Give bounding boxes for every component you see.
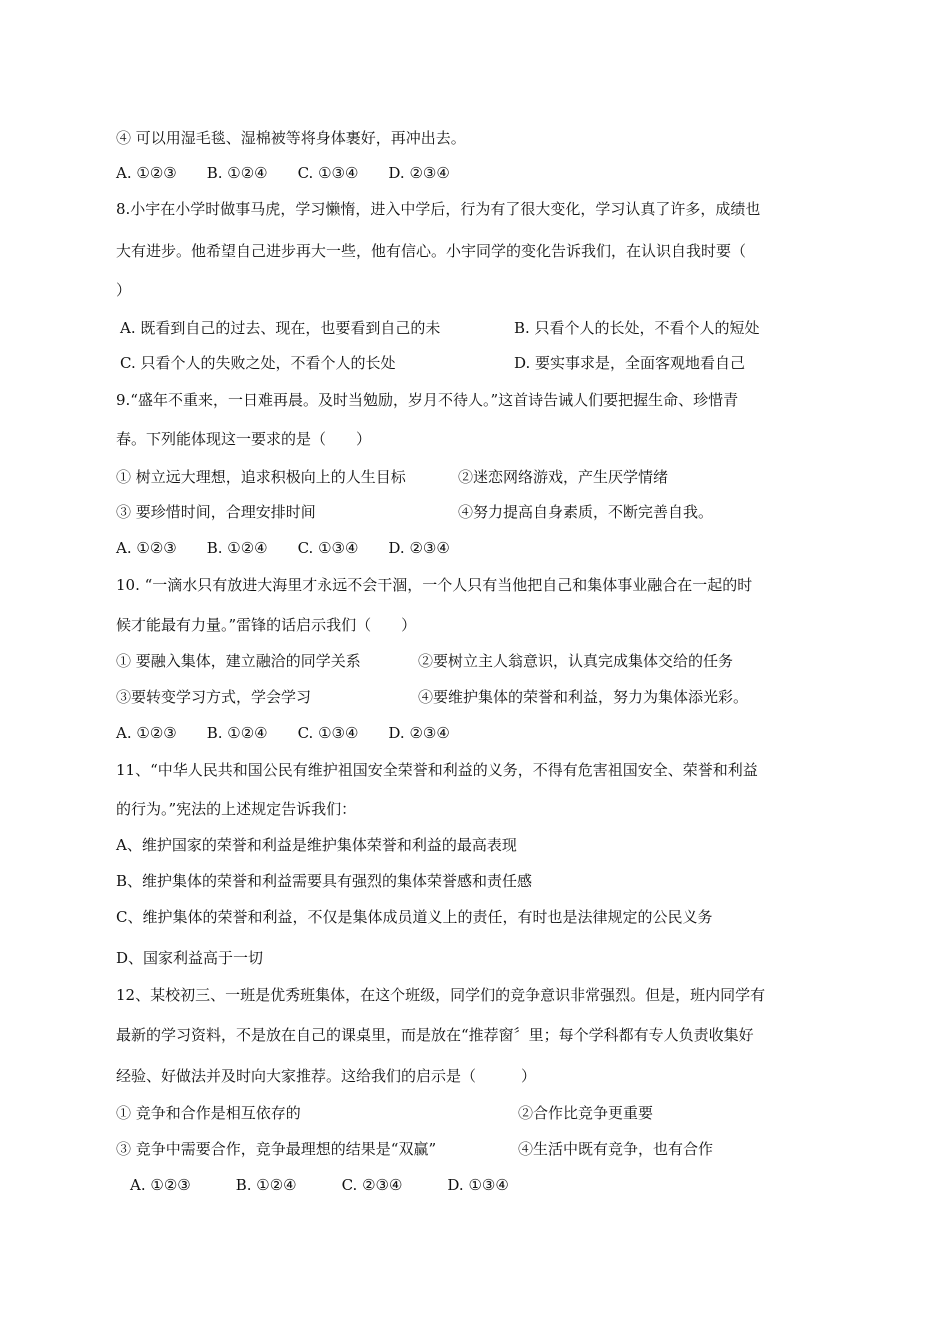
- q10-item-4: ④要维护集体的荣誉和利益，努力为集体添光彩。: [418, 688, 749, 706]
- q10-options: A. ①②③ B. ①②④ C. ①③④ D. ②③④: [116, 724, 450, 742]
- q11-option-c: C、维护集体的荣誉和利益，不仅是集体成员道义上的责任，有时也是法律规定的公民义务: [116, 908, 713, 926]
- q8-option-c: C. 只看个人的失败之处，不看个人的长处: [120, 354, 396, 372]
- q12-options: A. ①②③ B. ①②④ C. ②③④ D. ①③④: [130, 1176, 509, 1194]
- q11-option-d: D、国家利益高于一切: [116, 949, 264, 967]
- q9-options: A. ①②③ B. ①②④ C. ①③④ D. ②③④: [116, 539, 450, 557]
- q8-stem-line-3: ）: [116, 281, 132, 299]
- q12-stem-line-2: 最新的学习资料，不是放在自己的课桌里，而是放在“推荐窗〞里；每个学科都有专人负责收集好: [116, 1026, 754, 1044]
- q7-item-4: ④ 可以用湿毛毯、湿棉被等将身体裹好，再冲出去。: [116, 129, 466, 147]
- q8-stem-line-1: 8.小宇在小学时做事马虎，学习懒惰，进入中学后，行为有了很大变化，学习认真了许多，成绩也: [116, 200, 761, 218]
- q8-stem-line-2: 大有进步。他希望自己进步再大一些，他有信心。小宇同学的变化告诉我们，在认识自我时要（: [116, 242, 747, 260]
- q12-item-4: ④生活中既有竞争，也有合作: [518, 1140, 714, 1158]
- q8-option-d: D. 要实事求是，全面客观地看自己: [514, 354, 746, 372]
- q9-item-2: ②迷恋网络游戏，产生厌学情绪: [458, 468, 669, 486]
- q12-item-2: ②合作比竞争更重要: [518, 1104, 654, 1122]
- q10-item-1: ① 要融入集体，建立融洽的同学关系: [116, 652, 361, 670]
- q12-item-1: ① 竞争和合作是相互依存的: [116, 1104, 301, 1122]
- q12-stem-line-1: 12、某校初三、一班是优秀班集体，在这个班级，同学们的竞争意识非常强烈。但是，班内同学有: [116, 986, 766, 1004]
- q8-option-b: B. 只看个人的长处，不看个人的短处: [514, 319, 760, 337]
- q9-stem-line-2: 春。下列能体现这一要求的是（ ）: [116, 430, 372, 448]
- q9-stem-line-1: 9.“盛年不重来，一日难再晨。及时当勉励，岁月不待人。”这首诗告诫人们要把握生命、珍惜青: [116, 391, 739, 409]
- q10-item-3: ③要转变学习方式，学会学习: [116, 688, 312, 706]
- q11-option-b: B、维护集体的荣誉和利益需要具有强烈的集体荣誉感和责任感: [116, 872, 533, 890]
- q12-stem-line-3: 经验、好做法并及时向大家推荐。这给我们的启示是（ ）: [116, 1067, 537, 1085]
- q11-stem-line-1: 11、“中华人民共和国公民有维护祖国安全荣誉和利益的义务，不得有危害祖国安全、荣誉和利益: [116, 761, 758, 779]
- q11-stem-line-2: 的行为。”宪法的上述规定告诉我们：: [116, 800, 357, 818]
- q10-stem-line-1: 10. “一滴水只有放进大海里才永远不会干涸，一个人只有当他把自己和集体事业融合在一起的时: [116, 576, 753, 594]
- q11-option-a: A、维护国家的荣誉和利益是维护集体荣誉和利益的最高表现: [116, 836, 517, 854]
- q9-item-3: ③ 要珍惜时间，合理安排时间: [116, 503, 316, 521]
- q10-stem-line-2: 候才能最有力量。”雷锋的话启示我们（ ）: [116, 616, 417, 634]
- q7-options: A. ①②③ B. ①②④ C. ①③④ D. ②③④: [116, 164, 450, 182]
- q12-item-3: ③ 竞争中需要合作，竞争最理想的结果是“双赢”: [116, 1140, 437, 1158]
- q10-item-2: ②要树立主人翁意识，认真完成集体交给的任务: [418, 652, 734, 670]
- q9-item-1: ① 树立远大理想，追求积极向上的人生目标: [116, 468, 406, 486]
- q8-option-a: A. 既看到自己的过去、现在，也要看到自己的未: [120, 319, 441, 337]
- q9-item-4: ④努力提高自身素质，不断完善自我。: [458, 503, 714, 521]
